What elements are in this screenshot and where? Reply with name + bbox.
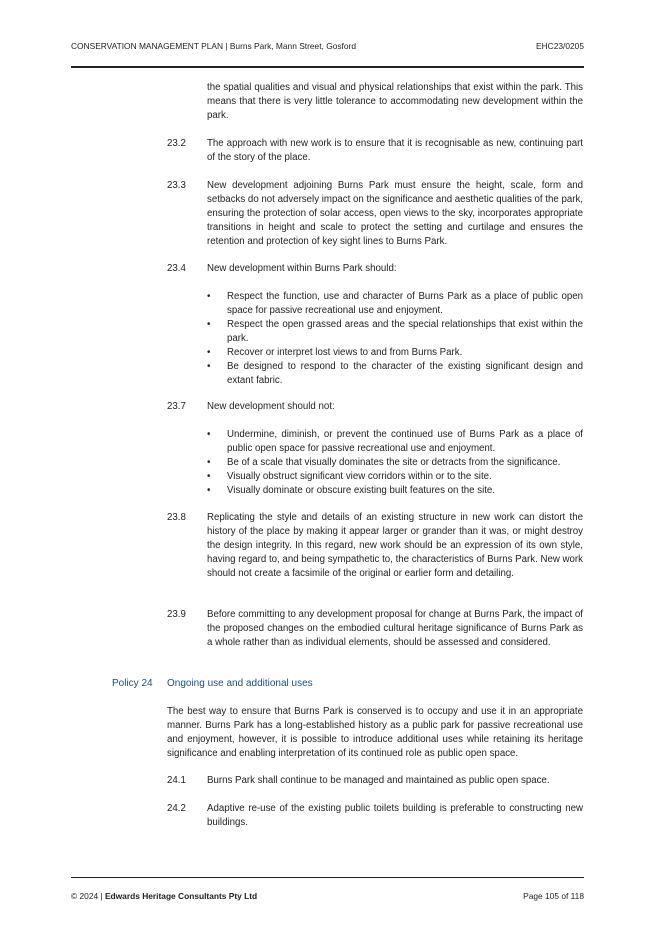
copyright-text: © 2024 |: [71, 891, 103, 901]
footer-divider: [71, 877, 584, 878]
page-number: Page 105 of 118: [523, 891, 584, 901]
item-text: New development adjoining Burns Park must ensure the height, scale, form and setbacks do not adversely impact on the significance and aesthetic qualities of the park, ensuring the protection of solar access, open views to the sky, incorporates appropriate transitions in height and scale to protect the setting and curtilage and ensures the retention and protection of key sight lines to Burns Park.: [207, 180, 583, 247]
list-item: • Be designed to respond to the character of the existing significant design and extant fabric.: [207, 360, 583, 388]
list-item: • Undermine, diminish, or prevent the continued use of Burns Park as a place of public open space for passive recreational use and enjoyment.: [207, 428, 583, 456]
item-number: 23.9: [167, 609, 186, 620]
company-name: Edwards Heritage Consultants Pty Ltd: [104, 891, 258, 901]
item-text: Before committing to any development proposal for change at Burns Park, the impact of the proposed changes on the embodied cultural heritage significance of Burns Park as a whole rather than as individual elements, should be assessed and considered.: [207, 609, 583, 648]
list-item: • Visually dominate or obscure existing built features on the site.: [207, 484, 583, 498]
item-number: 23.4: [167, 263, 186, 274]
page-header: [71, 41, 584, 51]
header-title: CONSERVATION MANAGEMENT PLAN | Burns Park, Mann Street, Gosford: [71, 41, 356, 51]
item-text: New development within Burns Park should:: [207, 263, 397, 274]
footer-copyright: [71, 891, 257, 901]
item-number: 23.2: [167, 138, 186, 149]
policy-intro: The best way to ensure that Burns Park is conserved is to occupy and use it in an appropriate manner. Burns Park has a long-established history as a public park for passive recreational use and enjoyment, however, it is possible to introduce additional uses while retaining its heritage significance and enabling interpretation of its continued role as public open space.: [167, 706, 583, 759]
item-text: Burns Park shall continue to be managed and maintained as public open space.: [207, 775, 550, 786]
intro-continuation: the spatial qualities and visual and physical relationships that exist within the park. This means that there is very little tolerance to accommodating new development within the park.: [207, 82, 583, 121]
item-number: 24.2: [167, 803, 186, 814]
item-number: 23.7: [167, 401, 186, 412]
policy-number: Policy 24: [112, 678, 153, 689]
bullet-list-23-7: [207, 428, 583, 498]
header-divider: [71, 66, 584, 68]
list-item: • Recover or interpret lost views to and from Burns Park.: [207, 346, 583, 360]
item-number: 23.3: [167, 180, 186, 191]
item-number: 23.8: [167, 512, 186, 523]
bullet-list-23-4: [207, 290, 583, 388]
list-item: • Respect the open grassed areas and the special relationships that exist within the park.: [207, 318, 583, 346]
policy-title: Ongoing use and additional uses: [167, 678, 313, 689]
header-reference: EHC23/0205: [536, 41, 584, 51]
item-text: Replicating the style and details of an existing structure in new work can distort the history of the place by making it appear larger or grander than it was, or might destroy the design integrity. In this regard, new work should be an expression of its own style, having regard to, and being sympathetic to, the characteristics of Burns Park. New work should not create a facsimile of the original or earlier form and detailing.: [207, 512, 583, 579]
item-number: 24.1: [167, 775, 186, 786]
list-item: • Be of a scale that visually dominates the site or detracts from the significance.: [207, 456, 583, 470]
list-item: • Respect the function, use and character of Burns Park as a place of public open space for passive recreational use and enjoyment.: [207, 290, 583, 318]
item-text: The approach with new work is to ensure that it is recognisable as new, continuing part of the story of the place.: [207, 138, 583, 163]
list-item: • Visually obstruct significant view corridors within or to the site.: [207, 470, 583, 484]
item-text: New development should not:: [207, 401, 335, 412]
item-text: Adaptive re-use of the existing public toilets building is preferable to constructing new buildings.: [207, 803, 583, 828]
page-footer: [71, 891, 584, 901]
